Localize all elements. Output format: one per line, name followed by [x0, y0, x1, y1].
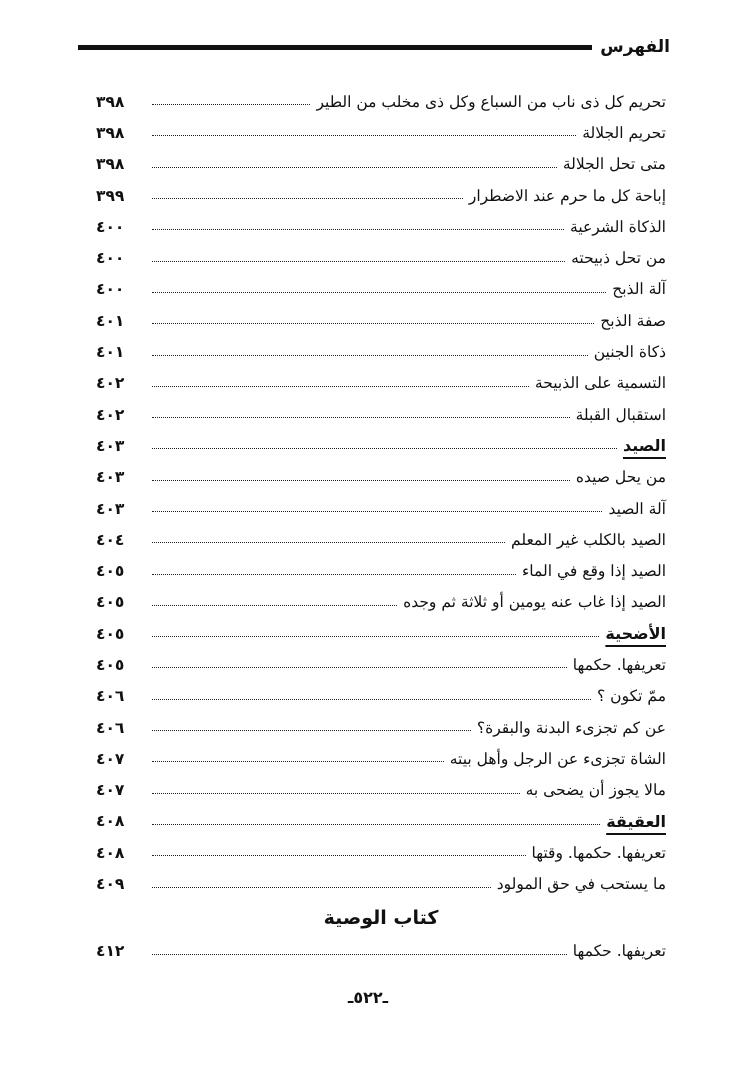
toc-page-number: ٤١٢: [96, 942, 125, 961]
toc-page-number: ٤٠٠: [96, 249, 125, 268]
toc-entry[interactable]: [96, 649, 666, 680]
dot-leader: [152, 198, 463, 199]
toc-entry[interactable]: [96, 868, 666, 899]
running-header: [78, 34, 670, 60]
toc-entry[interactable]: [96, 242, 666, 273]
toc-page-number: ٤٠٨: [96, 812, 125, 831]
dot-leader: [152, 574, 516, 575]
dot-leader: [152, 793, 520, 794]
toc-entry[interactable]: [96, 555, 666, 586]
toc-page-number: ٤٠٨: [96, 843, 125, 862]
page-number-footer: ـ٥٢٢ـ: [347, 988, 389, 1007]
toc-entry-title: تعريفها. حكمها: [572, 655, 666, 674]
toc-page-number: ٣٩٨: [96, 123, 125, 142]
toc-entry-title: استقبال القبلة: [575, 405, 666, 424]
book-heading: كتاب الوصية: [323, 906, 439, 929]
dot-leader: [152, 667, 567, 668]
toc-entry[interactable]: [96, 86, 666, 117]
toc-entry[interactable]: [96, 399, 666, 430]
toc-entry[interactable]: [96, 524, 666, 555]
dot-leader: [152, 261, 565, 262]
toc-page-number: ٤٠٠: [96, 217, 125, 236]
dot-leader: [152, 323, 594, 324]
dot-leader: [152, 542, 505, 543]
toc-entry-title: إباحة كل ما حرم عند الاضطرار: [468, 186, 666, 205]
dot-leader: [152, 448, 617, 449]
toc-page-number: ٤٠٣: [96, 468, 125, 487]
toc-page-number: ٤٠٢: [96, 374, 125, 393]
toc-entry-title: الشاة تجزىء عن الرجل وأهل بيته: [449, 749, 666, 768]
toc-entry[interactable]: [96, 712, 666, 743]
toc-entry-title: ممّ تكون ؟: [597, 687, 666, 706]
toc-entry[interactable]: [96, 274, 666, 305]
toc-page-number: ٤٠٥: [96, 624, 125, 643]
toc-entry-title: متى تحل الجلالة: [562, 155, 666, 174]
dot-leader: [152, 954, 567, 955]
toc-entry[interactable]: [96, 305, 666, 336]
toc-entry-title: ذكاة الجنين: [593, 343, 666, 362]
toc-page-number: ٤٠٢: [96, 405, 125, 424]
toc-entry-title: آلة الذبح: [612, 280, 666, 299]
toc-entry-title: تعريفها. حكمها. وقتها: [531, 843, 666, 862]
toc-entry[interactable]: [96, 336, 666, 367]
toc-entry[interactable]: [96, 587, 666, 618]
dot-leader: [152, 636, 599, 637]
dot-leader: [152, 605, 397, 606]
dot-leader: [152, 761, 444, 762]
toc-page-number: ٤٠٧: [96, 781, 125, 800]
header-title: الفهرس: [600, 37, 670, 57]
toc-entry-title: الصيد إذا غاب عنه يومين أو ثلاثة ثم وجده: [403, 593, 666, 612]
toc-page-number: ٤٠٧: [96, 749, 125, 768]
dot-leader: [152, 104, 310, 105]
toc-entry-title: ما يستحب في حق المولود: [496, 875, 666, 894]
toc-page-number: ٤٠١: [96, 311, 125, 330]
toc-section-heading[interactable]: [96, 806, 666, 837]
section-heading-title: الأضحية: [605, 624, 666, 644]
dot-leader: [152, 386, 529, 387]
toc-entry-title: مالا يجوز أن يضحى به: [525, 781, 666, 800]
toc-entry[interactable]: [96, 936, 666, 967]
toc-page-number: ٤٠٣: [96, 436, 125, 455]
toc-entry-title: الصيد بالكلب غير المعلم: [511, 530, 666, 549]
toc-entry[interactable]: [96, 681, 666, 712]
section-heading-title: الصيد: [622, 436, 666, 456]
toc-page-number: ٤٠٦: [96, 718, 125, 737]
toc-entry-title: التسمية على الذبيحة: [534, 374, 666, 393]
toc-entry-title: تعريفها. حكمها: [572, 942, 666, 961]
toc-entry-title: تحريم الجلالة: [582, 123, 666, 142]
dot-leader: [152, 292, 606, 293]
toc-page-number: ٤٠٥: [96, 593, 125, 612]
header-rule: [78, 45, 592, 50]
toc-entry[interactable]: [96, 743, 666, 774]
toc-page-number: ٤٠٦: [96, 687, 125, 706]
toc-entry[interactable]: [96, 117, 666, 148]
dot-leader: [152, 480, 570, 481]
toc-page-number: ٤٠٠: [96, 280, 125, 299]
toc-page-number: ٣٩٨: [96, 155, 125, 174]
toc-entry-title: من تحل ذبيحته: [571, 249, 666, 268]
dot-leader: [152, 167, 557, 168]
toc-page-number: ٤٠١: [96, 343, 125, 362]
toc-entry[interactable]: [96, 462, 666, 493]
toc-page-number: ٤٠٥: [96, 655, 125, 674]
toc-entry-title: تحريم كل ذى ناب من السباع وكل ذى مخلب من الطير: [316, 92, 666, 111]
toc-entry-title: صفة الذبح: [600, 311, 666, 330]
toc-entry[interactable]: [96, 775, 666, 806]
toc-entry-title: عن كم تجزىء البدنة والبقرة؟: [476, 718, 666, 737]
toc-page-number: ٤٠٤: [96, 530, 125, 549]
dot-leader: [152, 730, 471, 731]
toc-entry[interactable]: [96, 180, 666, 211]
dot-leader: [152, 824, 600, 825]
dot-leader: [152, 511, 602, 512]
toc-section-heading[interactable]: [96, 618, 666, 649]
toc-entry-title: الذكاة الشرعية: [570, 217, 666, 236]
toc-entry-title: آلة الصيد: [608, 499, 666, 518]
toc-entry-title: من يحل صيده: [575, 468, 666, 487]
dot-leader: [152, 355, 588, 356]
section-heading-title: العقيقة: [606, 811, 666, 831]
toc-page-number: ٤٠٩: [96, 875, 125, 894]
toc-entry[interactable]: [96, 149, 666, 180]
toc-entry[interactable]: [96, 837, 666, 868]
toc-entry-title: الصيد إذا وقع في الماء: [522, 562, 666, 581]
dot-leader: [152, 699, 591, 700]
dot-leader: [152, 229, 564, 230]
toc-page-number: ٤٠٥: [96, 562, 125, 581]
dot-leader: [152, 417, 570, 418]
toc-page-number: ٣٩٩: [96, 186, 125, 205]
toc-page-number: ٣٩٨: [96, 92, 125, 111]
dot-leader: [152, 135, 576, 136]
toc-section-heading[interactable]: [96, 430, 666, 461]
toc-page-number: ٤٠٣: [96, 499, 125, 518]
toc-entry[interactable]: [96, 211, 666, 242]
toc-entry[interactable]: [96, 368, 666, 399]
toc-entry[interactable]: [96, 493, 666, 524]
book-heading-row: [96, 900, 666, 936]
table-of-contents: [96, 86, 666, 967]
dot-leader: [152, 887, 491, 888]
dot-leader: [152, 855, 526, 856]
